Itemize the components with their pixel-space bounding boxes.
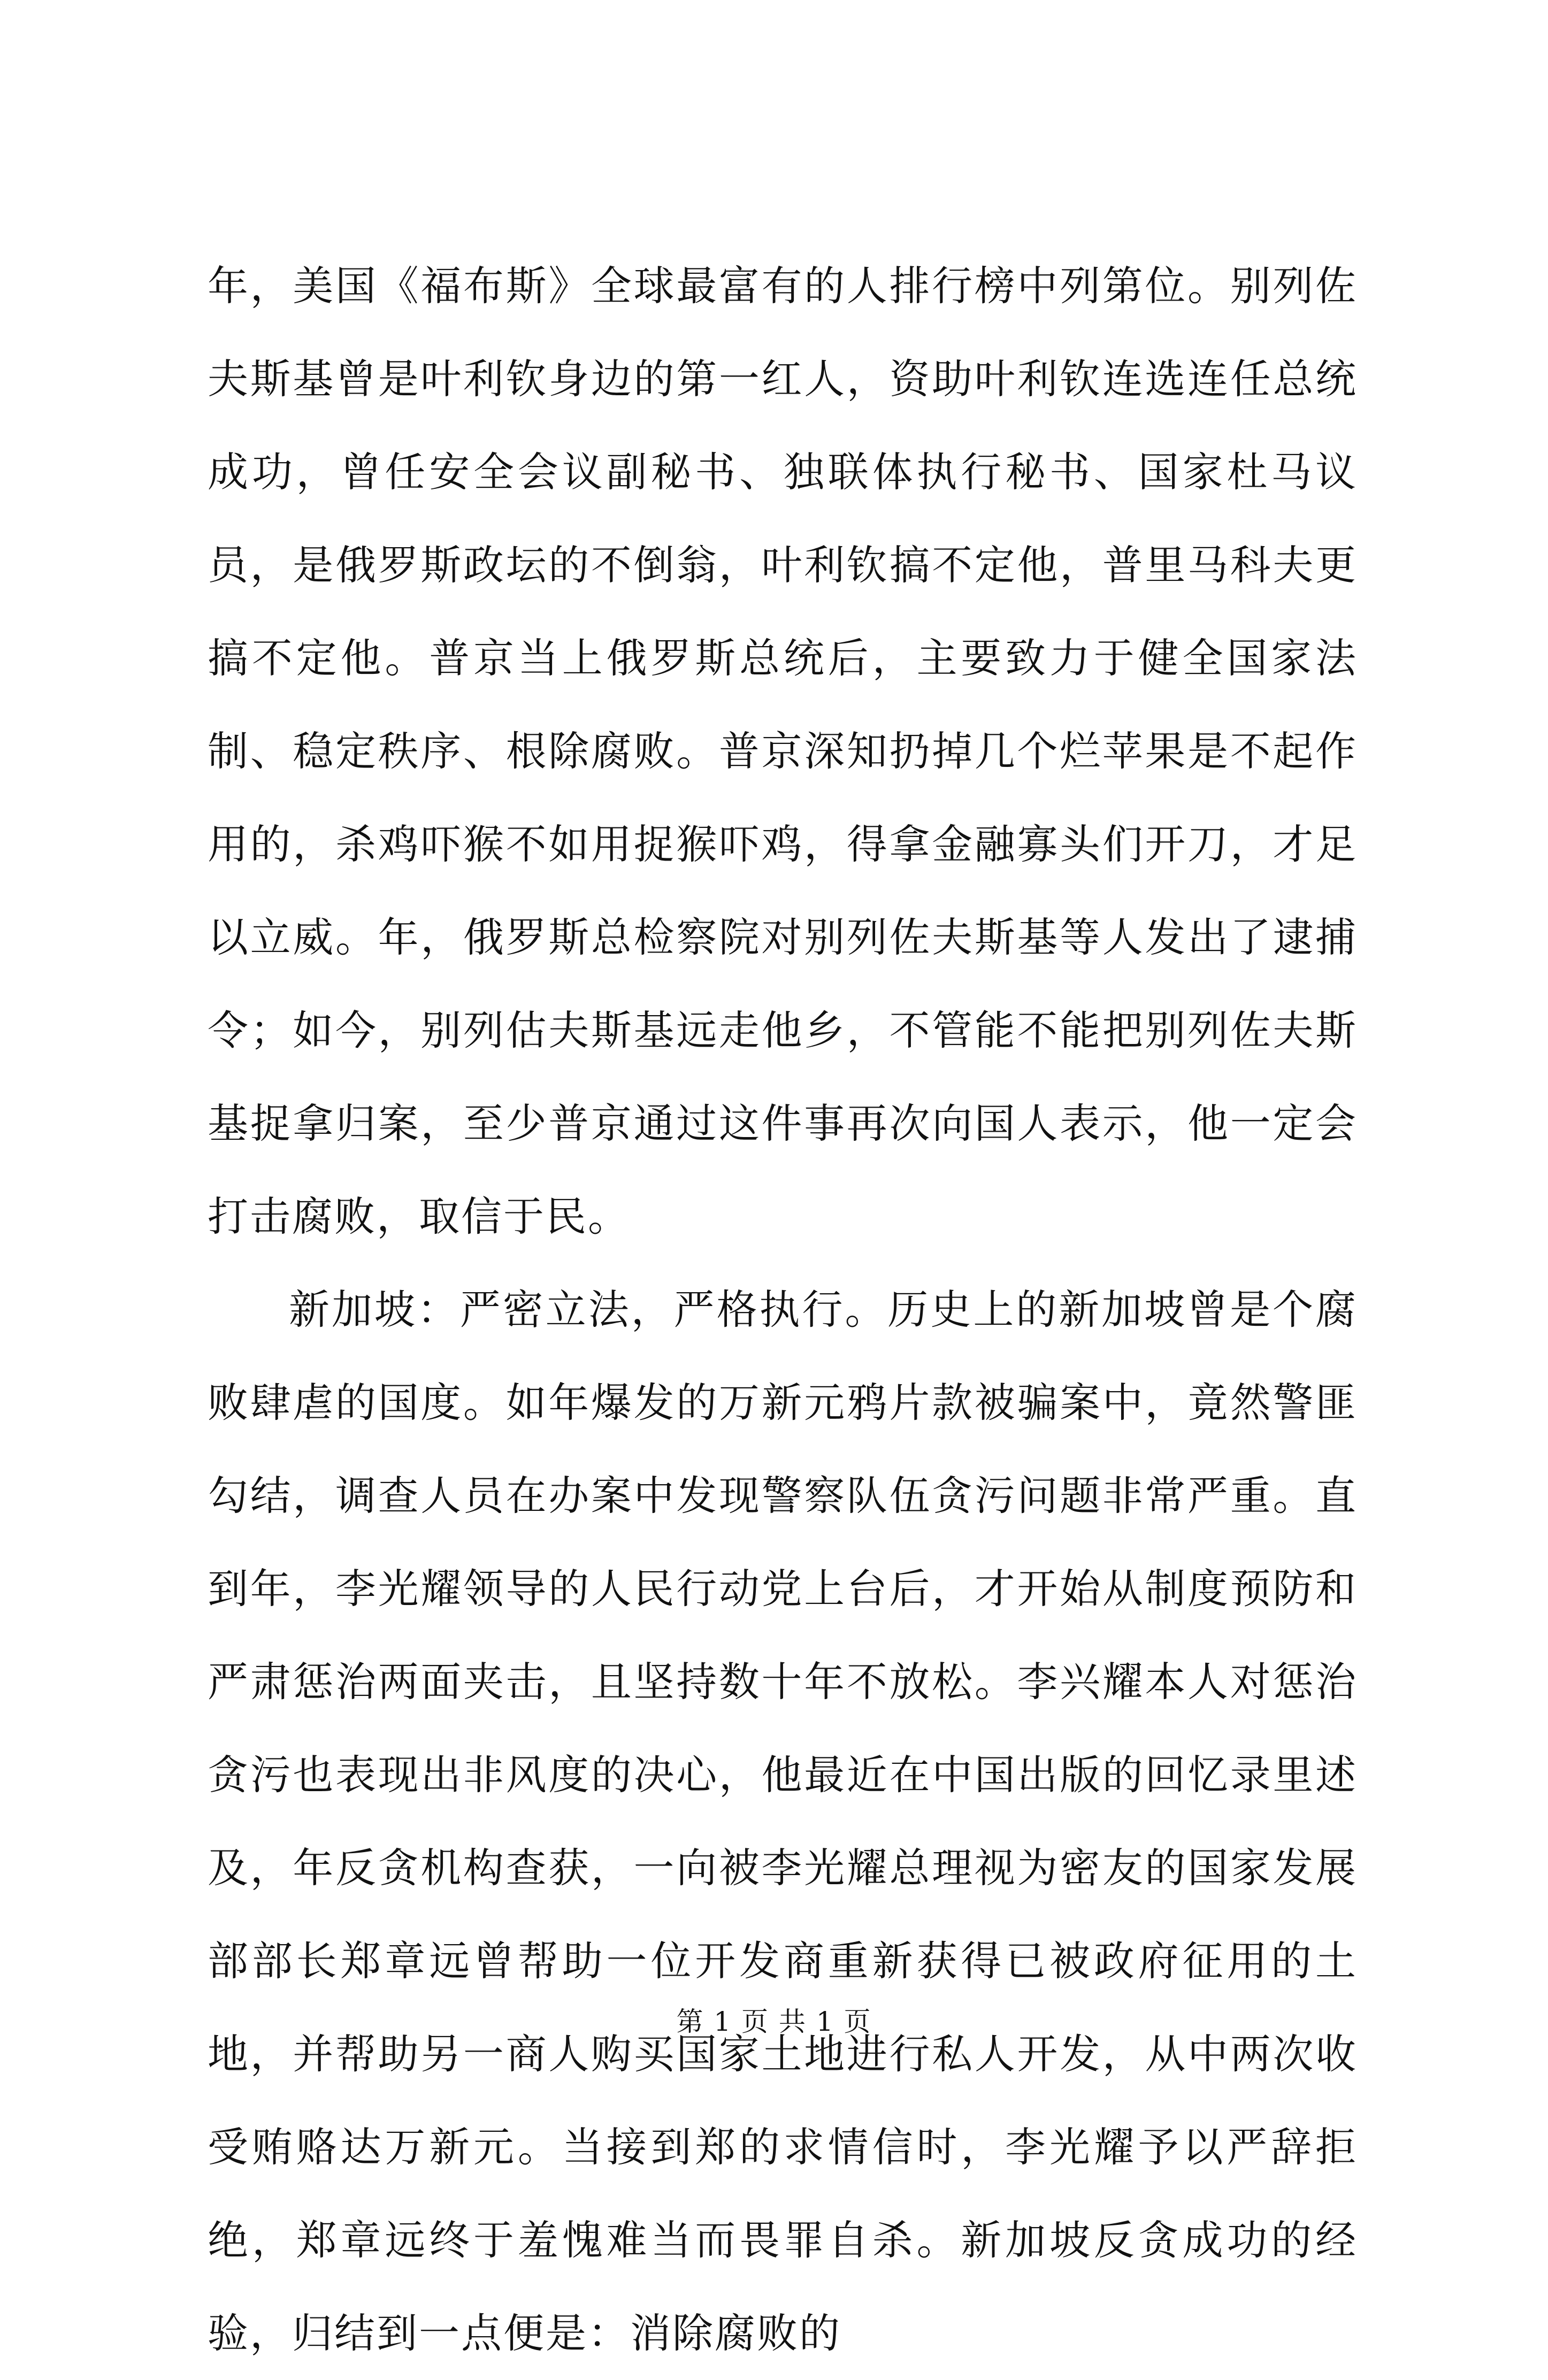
body-text [208,240,1358,2380]
paragraph-1: 年，美国《福布斯》全球最富有的人排行榜中列第位。别列佐夫斯基曾是叶利钦身边的第一红人，资助叶利钦连选连任总统成功，曾任安全会议副秘书、独联体执行秘书、国家杜马议员，是俄罗斯政坛的不倒翁，叶利钦搞不定他，普里马科夫更搞不定他。普京当上俄罗斯总统后，主要致力于健全国家法制、稳定秩序、根除腐败。普京深知扔掉几个烂苹果是不起作用的，杀鸡吓猴不如用捉猴吓鸡，得拿金融寡头们开刀，才足以立威。年，俄罗斯总检察院对别列佐夫斯基等人发出了逮捕令；如今，别列估夫斯基远走他乡，不管能不能把别列佐夫斯基捉拿归案，至少普京通过这件事再次向国人表示，他一定会打击腐败，取信于民。 [208,262,1358,1240]
paragraph-2: 新加坡：严密立法，严格执行。历史上的新加坡曾是个腐败肆虐的国度。如年爆发的万新元鸦片款被骗案中，竟然警匪勾结，调查人员在办案中发现警察队伍贪污问题非常严重。直到年，李光耀领导的人民行动党上台后，才开始从制度预防和严肃惩治两面夹击，且坚持数十年不放松。李兴耀本人对惩治贪污也表现出非风度的决心，他最近在中国出版的回忆录里述及，年反贪机构查获，一向被李光耀总理视为密友的国家发展部部长郑章远曾帮助一位开发商重新获得已被政府征用的土地，并帮助另一商人购买国家土地进行私人开发，从中两次收受贿赂达万新元。当接到郑的求情信时，李光耀予以严辞拒绝，郑章远终于羞愧难当而畏罪自杀。新加坡反贪成功的经验，归结到一点便是：消除腐败的 [208,1286,1358,2357]
page-footer: 第 1 页 共 1 页 [676,2006,872,2037]
